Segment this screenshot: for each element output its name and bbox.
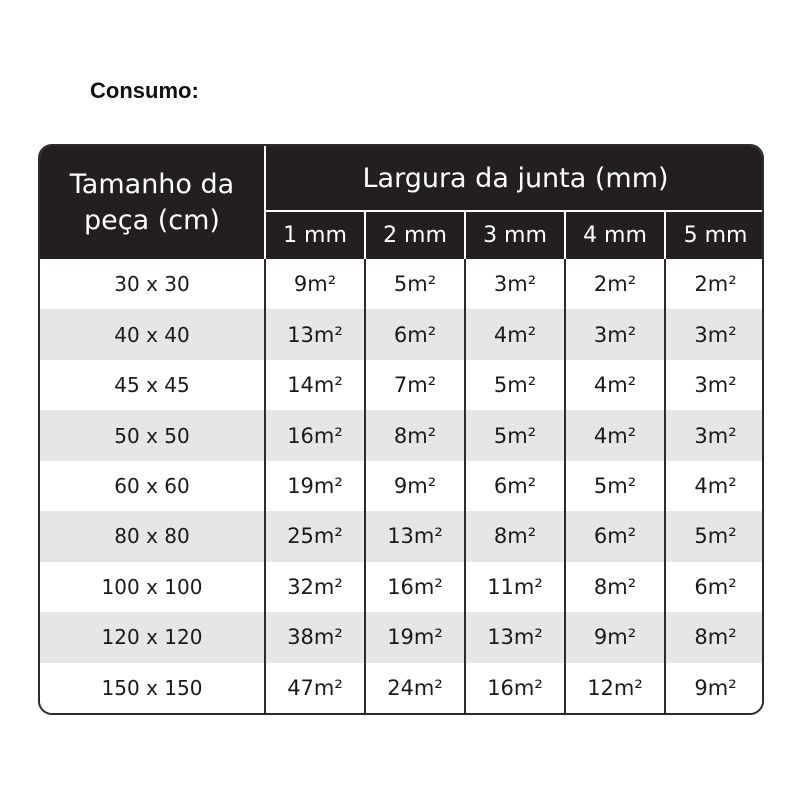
consumption-cell: 13m² [465, 612, 565, 662]
consumption-cell: 13m² [365, 511, 465, 561]
consumption-cell: 5m² [465, 410, 565, 460]
consumption-cell: 8m² [665, 612, 764, 662]
consumption-cell: 2m² [665, 259, 764, 309]
width-column-header: 2 mm [365, 211, 465, 259]
consumption-cell: 8m² [365, 410, 465, 460]
page-title: Consumo: [90, 78, 199, 103]
consumption-cell: 6m² [465, 461, 565, 511]
consumption-cell: 3m² [665, 360, 764, 410]
consumption-cell: 8m² [465, 511, 565, 561]
consumption-cell: 6m² [365, 309, 465, 359]
width-column-header: 4 mm [565, 211, 665, 259]
piece-size-cell: 120 x 120 [40, 612, 265, 662]
consumption-cell: 38m² [265, 612, 365, 662]
size-column-header: Tamanho da peça (cm) [40, 146, 265, 259]
piece-size-cell: 100 x 100 [40, 562, 265, 612]
table-row [40, 612, 764, 662]
table-row [40, 663, 764, 714]
consumption-cell: 16m² [465, 663, 565, 714]
consumption-cell: 16m² [265, 410, 365, 460]
consumption-cell: 4m² [565, 410, 665, 460]
consumption-cell: 7m² [365, 360, 465, 410]
piece-size-cell: 40 x 40 [40, 309, 265, 359]
consumption-cell: 19m² [265, 461, 365, 511]
consumption-cell: 5m² [565, 461, 665, 511]
consumption-cell: 19m² [365, 612, 465, 662]
consumption-cell: 25m² [265, 511, 365, 561]
consumption-cell: 3m² [665, 410, 764, 460]
consumption-cell: 4m² [465, 309, 565, 359]
piece-size-cell: 45 x 45 [40, 360, 265, 410]
consumption-cell: 14m² [265, 360, 365, 410]
table-row [40, 259, 764, 309]
consumption-cell: 32m² [265, 562, 365, 612]
table-header [40, 146, 764, 259]
consumption-cell: 24m² [365, 663, 465, 714]
width-column-header: 5 mm [665, 211, 764, 259]
table-row [40, 309, 764, 359]
joint-width-group-header: Largura da junta (mm) [265, 146, 764, 211]
consumption-table [38, 144, 764, 715]
piece-size-cell: 60 x 60 [40, 461, 265, 511]
consumption-cell: 8m² [565, 562, 665, 612]
consumption-cell: 4m² [565, 360, 665, 410]
table-row [40, 562, 764, 612]
consumption-cell: 4m² [665, 461, 764, 511]
piece-size-cell: 80 x 80 [40, 511, 265, 561]
piece-size-cell: 30 x 30 [40, 259, 265, 309]
consumption-cell: 9m² [365, 461, 465, 511]
table-row [40, 410, 764, 460]
consumption-cell: 6m² [665, 562, 764, 612]
consumption-cell: 5m² [665, 511, 764, 561]
consumption-cell: 47m² [265, 663, 365, 714]
consumption-cell: 2m² [565, 259, 665, 309]
piece-size-cell: 150 x 150 [40, 663, 265, 714]
consumption-cell: 9m² [565, 612, 665, 662]
table-row [40, 511, 764, 561]
consumption-cell: 16m² [365, 562, 465, 612]
consumption-cell: 12m² [565, 663, 665, 714]
table-row [40, 461, 764, 511]
piece-size-cell: 50 x 50 [40, 410, 265, 460]
consumption-cell: 9m² [265, 259, 365, 309]
consumption-cell: 11m² [465, 562, 565, 612]
consumption-cell: 5m² [465, 360, 565, 410]
consumption-cell: 9m² [665, 663, 764, 714]
table-body [40, 259, 764, 713]
width-column-header: 3 mm [465, 211, 565, 259]
consumption-cell: 6m² [565, 511, 665, 561]
consumption-cell: 3m² [665, 309, 764, 359]
consumption-cell: 5m² [365, 259, 465, 309]
table-row [40, 360, 764, 410]
consumption-cell: 3m² [565, 309, 665, 359]
width-column-header: 1 mm [265, 211, 365, 259]
consumption-cell: 3m² [465, 259, 565, 309]
consumption-cell: 13m² [265, 309, 365, 359]
